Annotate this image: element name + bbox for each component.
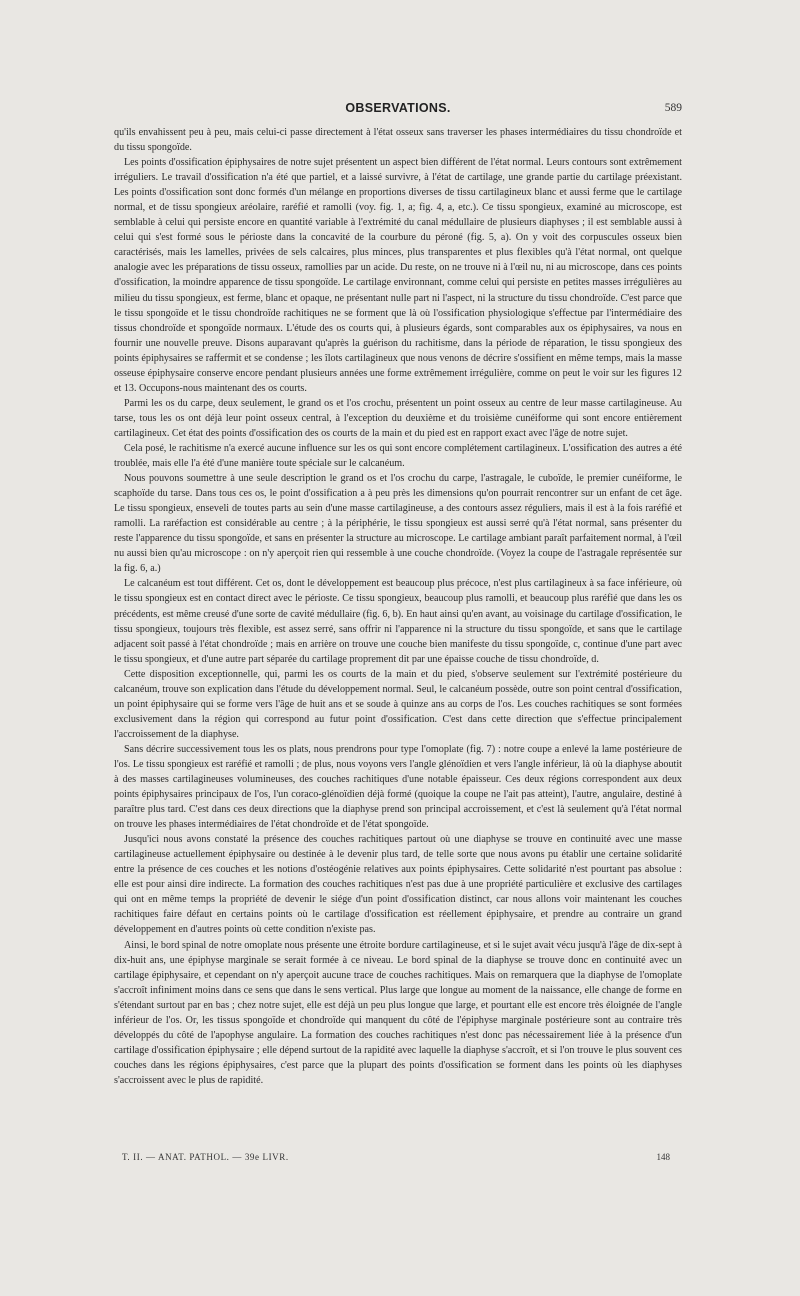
sheet-number: 148	[656, 1152, 670, 1162]
paragraph: Ainsi, le bord spinal de notre omoplate nous présente une étroite bordure cartilagineuse, et si le sujet avait vécu jusqu'à l'âge de dix-sept à dix-huit ans, une épiphyse marginale se serait formée à ce niveau. Le bord spinal de la diaphyse se trouve donc en continuité avec un cartilage épiphysaire, et cependant on n'y aperçoit aucune trace de couches rachitiques. Mais on remarquera que la diaphyse de l'omoplate s'accroît infiniment moins dans ce sens que dans le sens vertical. Plus large que longue au moment de la naissance, elle change de forme en s'étendant surtout par en bas ; chez notre sujet, elle est déjà un peu plus longue que large, et pourtant elle est encore très éloignée de l'angle inférieur de l'os. Or, les tissus spongoïde et chondroïde qui manquent du côté de l'épiphyse marginale postérieure sont au contraire très développés du côté de l'apophyse angulaire. La formation des couches rachitiques n'est donc pas nécessairement liée à la présence d'un cartilage d'ossification épiphysaire ; elle dépend surtout de la rapidité avec laquelle la diaphyse s'accroît, et si l'on trouve le plus souvent ces couches dans les régions épiphysaires, c'est parce que la plupart des points d'ossification se forment dans les points où les diaphyses s'accroissent avec le plus de rapidité.	[114, 939, 682, 1086]
paragraph: Nous pouvons soumettre à une seule description le grand os et l'os crochu du carpe, l'astragale, le cuboïde, le premier cunéiforme, le scaphoïde du tarse. Dans tous ces os, le point d'ossification a à peu près les dimensions qu'on pourrait rencontrer sur un enfant de cet âge. Le tissu spongieux, enseveli de toutes parts au sein d'une masse cartilagineuse, a des contours assez réguliers, mais il est à la fois raréfié et ramolli. La raréfaction est considérable au centre ; à la périphérie, le tissu spongieux est aussi serré qu'à l'état normal, sans présenter du reste l'apparence du tissu spongoïde, et sans en présenter la structure au microscope. Le cartilage ambiant paraît parfaitement normal, à l'œil nu aussi bien qu'au microscope : on n'y aperçoit rien qui ressemble à une couche chondroïde. (Voyez la coupe de l'astragale représentée sur la fig. 6, a.)	[114, 473, 682, 575]
running-head-title: OBSERVATIONS.	[345, 101, 451, 115]
paragraph: Cette disposition exceptionnelle, qui, parmi les os courts de la main et du pied, s'observe seulement sur l'extrémité postérieure du calcanéum, trouve son explication dans l'étude du développement normal. Seul, le calcanéum possède, outre son point central d'ossification, un point épiphysaire qui se forme vers l'âge de huit ans et se soude à quinze ans au corps de l'os. Les couches rachitiques se sont formées exclusivement dans la région qui correspond au futur point d'ossification. C'est dans cette direction que s'effectue principalement l'accroissement de la diaphyse.	[114, 668, 682, 740]
paragraph: Jusqu'ici nous avons constaté la présence des couches rachitiques partout où une diaphyse se trouve en continuité avec une masse cartilagineuse actuellement épiphysaire ou destinée à le devenir plus tard, de telle sorte que nous avons pu établir une certaine solidarité entre la présence de ces couches et les notions d'ostéogénie relatives aux points épiphysaires. Cette solidarité n'est pourtant pas absolue : elle est pour ainsi dire indirecte. La formation des couches rachitiques n'est pas due à une propriété particulière et exclusive des cartilages qui ont en même temps la propriété de devenir le siége d'un point d'ossification distinct, car nous allons voir maintenant les couches rachitiques faire défaut en certains points où le cartilage d'ossification est réellement épiphysaire, et prendre au contraire un grand développement en d'autres points où cette condition n'existe pas.	[114, 834, 682, 936]
body-text	[114, 125, 682, 1088]
page-header	[114, 101, 682, 121]
printer-signature: T. II. — ANAT. PATHOL. — 39e LIVR.	[122, 1152, 289, 1162]
page-footer	[122, 1152, 670, 1168]
paragraph: Le calcanéum est tout différent. Cet os, dont le développement est beaucoup plus précoce, n'est plus cartilagineux à sa face inférieure, où le tissu spongieux est en contact direct avec le périoste. Ce tissu spongieux, beaucoup plus ramolli, et beaucoup plus raréfié que dans les os précédents, est même creusé d'une sorte de cavité médullaire (fig. 6, b). En haut ainsi qu'en avant, au voisinage du cartilage d'ossification, le tissu spongieux, toujours très flexible, est assez serré, sans offrir ni l'apparence ni la structure du tissu spongoïde, et sans que le cartilage adjacent soit passé à l'état chondroïde ; mais en arrière on trouve une couche bien manifeste du tissu spongoïde, c, continue d'une part avec le tissu spongieux, et d'une autre part séparée du cartilage proprement dit par une épaisse couche de tissu chondroïde, d.	[114, 578, 682, 665]
paragraph: Sans décrire successivement tous les os plats, nous prendrons pour type l'omoplate (fig. 7) : notre coupe a enlevé la lame postérieure de l'os. Le tissu spongieux est raréfié et ramolli ; de plus, nous voyons vers l'angle glénoïdien et vers l'angle inférieur, là où la diaphyse aboutit à des masses cartilagineuses volumineuses, des couches rachitiques d'une notable épaisseur. Ces deux régions correspondent aux deux points épiphysaires principaux de l'os, l'un coraco-glénoïdien déjà formé (quoique la coupe ne l'ait pas atteint), l'autre, angulaire, destiné à paraître plus tard. C'est dans ces deux directions que la diaphyse prend son principal accroissement, et c'est là seulement qu'à l'état normal on trouve les phases intermédiaires de l'état chondroïde et de l'état spongoïde.	[114, 743, 682, 831]
paragraph: Les points d'ossification épiphysaires de notre sujet présentent un aspect bien différent de l'état normal. Leurs contours sont extrêmement irréguliers. Le travail d'ossification n'a été que partiel, et a laissé survivre, à l'état de cartilage, une grande partie du cartilage préexistant. Les points d'ossification sont donc formés d'un mélange en proportions diverses de tissu cartilagineux blanc et aussi ferme que le cartilage normal, et de tissu spongieux aréolaire, raréfié et ramolli (voy. fig. 1, a; fig. 4, a, etc.). Ce tissu spongieux, examiné au microscope, est semblable à celui qui persiste encore en quantité variable à l'extrémité du canal médullaire de plusieurs diaphyses ; il est semblable aussi à celui qui s'est formé sous le périoste dans la concavité de la courbure du péroné (fig. 5, a). On y voit des corpuscules osseux bien caractérisés, mais les lamelles, privées de sels calcaires, plus minces, plus transparentes et plus flexibles qu'à l'état normal, ont quelque analogie avec les préparations de tissu osseux, ramollies par un acide. Du reste, on ne trouve ni à l'œil nu, ni au microscope, dans ces points d'ossification, la moindre apparence de tissu spongoïde. Le cartilage environnant, comme celui qui persiste en petites masses irrégulières au milieu du tissu spongieux, est ferme, blanc et opaque, ne présentant nulle part ni l'aspect, ni la structure du tissu chondroïde. C'est parce que le tissu spongoïde et le tissu chondroïde rachitiques ne se forment que là où l'ossification physiologique s'effectue par l'intermédiaire des tissus chondroïde et spongoïde normaux. L'étude des os courts qui, à plusieurs égards, sont comparables aux os épiphysaires, va nous en fournir une nouvelle preuve. Disons auparavant qu'après la guérison du rachitisme, dans la période de réparation, le tissu spongieux des points épiphysaires se raffermit et se condense ; les îlots cartilagineux que nous venons de décrire s'ossifient en même temps, mais la masse osseuse épiphysaire conserve encore pendant plusieurs années une forme extrêmement irrégulière, comme on peut le voir sur les figures 12 et 13. Occupons-nous maintenant des os courts.	[114, 157, 682, 394]
page-number: 589	[664, 102, 682, 114]
paragraph: Cela posé, le rachitisme n'a exercé aucune influence sur les os qui sont encore complétement cartilagineux. L'ossification des autres a été troublée, mais elle l'a été d'une manière toute spéciale sur le calcanéum.	[114, 442, 682, 470]
paragraph: qu'ils envahissent peu à peu, mais celui-ci passe directement à l'état osseux sans traverser les phases intermédiaires du tissu chondroïde et du tissu spongoïde.	[114, 127, 682, 154]
paragraph: Parmi les os du carpe, deux seulement, le grand os et l'os crochu, présentent un point osseux au centre de leur masse cartilagineuse. Au tarse, tous les os ont déjà leur point osseux central, à l'exception du deuxième et du troisième cunéiforme qui sont encore entièrement cartilagineux. Cet état des points d'ossification des os courts de la main et du pied est en rapport exact avec l'âge de notre sujet.	[114, 397, 682, 439]
